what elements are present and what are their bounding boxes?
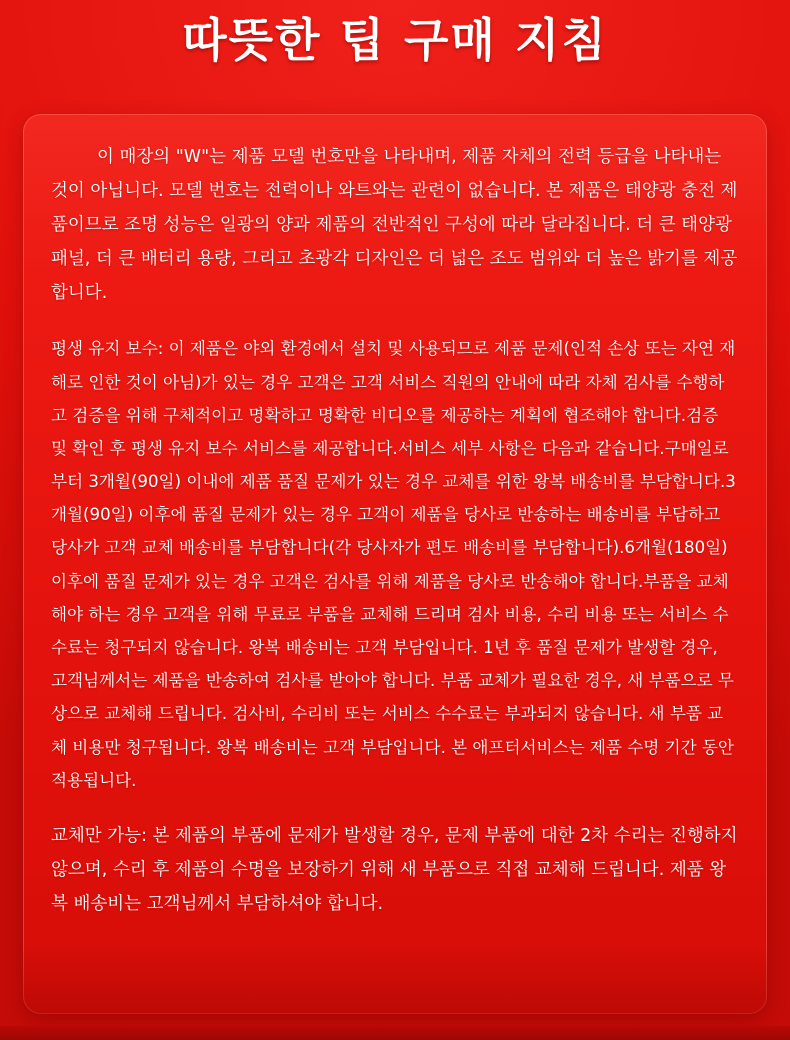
paragraph-replacement-only: 교체만 가능: 본 제품의 부품에 문제가 발생할 경우, 문제 부품에 대한 2차 수리는 진행하지 않으며, 수리 후 제품의 수명을 보장하기 위해 새 부품으로 직접 교체해 드립니다. 제품 왕복 배송비는 고객님께서 부담하셔야 합니다. — [51, 825, 738, 915]
paragraph-lifetime-maintenance: 평생 유지 보수: 이 제품은 야외 환경에서 설치 및 사용되므로 제품 문제(인적 손상 또는 자연 재해로 인한 것이 아님)가 있는 경우 고객은 고객 서비스 직원의 안내에 따라 자체 검사를 수행하고 검증을 위해 구체적이고 명확하고 명확한 비디오를 제공하는 계획에 협조해야 합니다.검증 및 확인 후 평생 유지 보수 서비스를 제공합니다.서비스 세부 사항은 다음과 같습니다.구매일로부터 3개월(90일) 이내에 제품 품질 문제가 있는 경우 교체를 위한 왕복 배송비를 부담합니다.3개월(90일) 이후에 품질 문제가 있는 경우 고객이 제품을 당사로 반송하는 배송비를 부담하고 당사가 고객 교체 배송비를 부담합니다(각 당사자가 편도 배송비를 부담합니다).6개월(180일) 이후에 품질 문제가 있는 경우 고객은 검사를 위해 제품을 당사로 반송해야 합니다.부품을 교체해야 하는 경우 고객을 위해 무료로 부품을 교체해 드리며 검사 비용, 수리 비용 또는 서비스 수수료는 청구되지 않습니다. 왕복 배송비는 고객 부담입니다. 1년 후 품질 문제가 발생할 경우, 고객님께서는 제품을 반송하여 검사를 받아야 합니다. 부품 교체가 필요한 경우, 새 부품으로 무상으로 교체해 드립니다. 검사비, 수리비 또는 서비스 수수료는 부과되지 않습니다. 새 부품 교체 비용만 청구됩니다. 왕복 배송비는 고객 부담입니다. 본 애프터서비스는 제품 수명 기간 동안 적용됩니다. — [51, 339, 736, 790]
page-title: 따뜻한 팁 구매 지침 — [182, 13, 608, 67]
bottom-strip — [0, 1026, 790, 1040]
guide-card — [23, 114, 767, 1014]
paragraph-product-wattage-note: 이 매장의 "W"는 제품 모델 번호만을 나타내며, 제품 자체의 전력 등급을 나타내는 것이 아닙니다. 모델 번호는 전력이나 와트와는 관련이 없습니다. 본 제품은 태양광 충전 제품이므로 조명 성능은 일광의 양과 제품의 전반적인 구성에 따라 달라집니다. 더 큰 태양광 패널, 더 큰 배터리 용량, 그리고 초광각 디자인은 더 넓은 조도 범위와 더 높은 밝기를 제공합니다. — [51, 146, 738, 304]
